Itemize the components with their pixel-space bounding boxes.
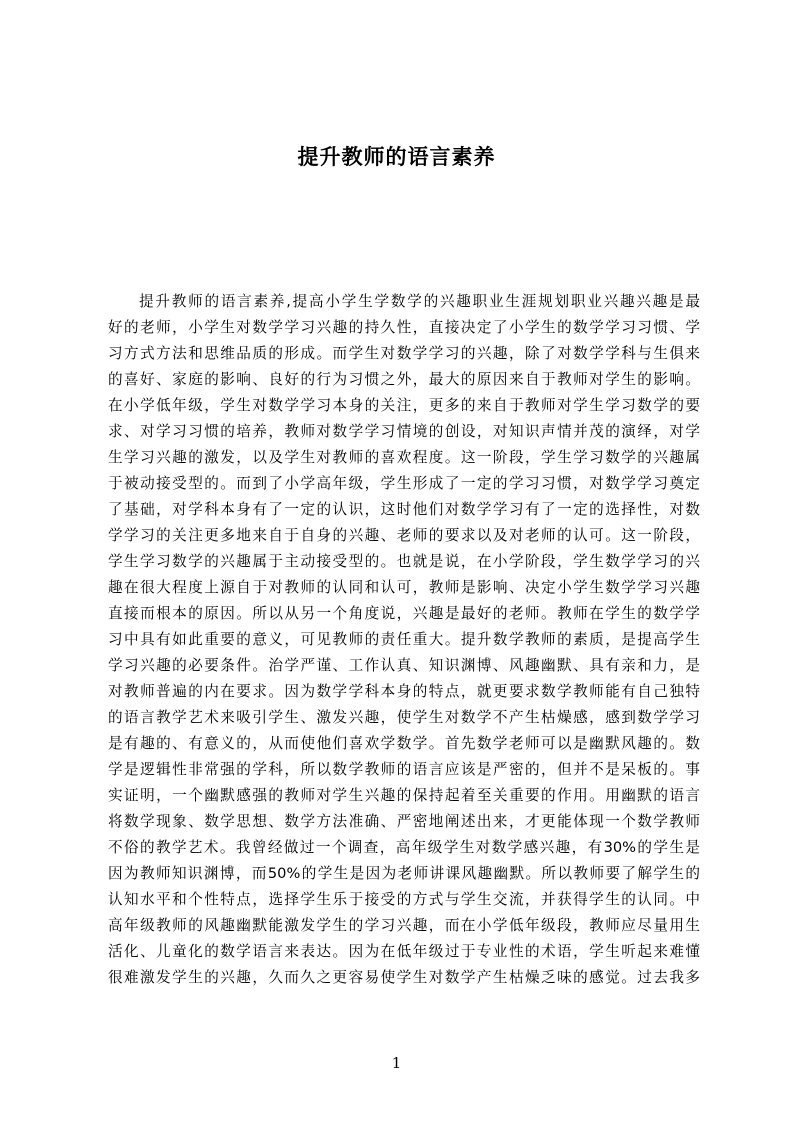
text-line: 在小学低年级，学生对数学学习本身的关注，更多的来自于教师对学生学习数学的要 (108, 397, 700, 414)
text-line: 对教师普遍的内在要求。因为数学学科本身的特点，就更要求数学教师能有自己独特 (108, 683, 700, 700)
text-line: 实证明，一个幽默感强的教师对学生兴趣的保持起着至关重要的作用。用幽默的语言 (108, 787, 700, 804)
text-line: 习方式方法和思维品质的形成。而学生对数学学习的兴趣，除了对数学学科与生俱来 (108, 345, 700, 362)
text-line: 学习兴趣的必要条件。治学严谨、工作认真、知识渊博、风趣幽默、具有亲和力，是 (108, 657, 700, 674)
text-line: 高年级教师的风趣幽默能激发学生的学习兴趣，而在小学低年级段，教师应尽量用生 (108, 917, 700, 934)
body-paragraph (108, 289, 700, 991)
text-line: 提升教师的语言素养,提高小学生学数学的兴趣职业生涯规划职业兴趣兴趣是最 (139, 293, 700, 310)
text-line: 学学习的关注更多地来自于自身的兴趣、老师的要求以及对老师的认可。这一阶段， (108, 527, 700, 544)
text-line: 了基础，对学科本身有了一定的认识，这时他们对数学学习有了一定的选择性，对数 (108, 501, 700, 518)
text-line: 学是逻辑性非常强的学科，所以数学教师的语言应该是严密的，但并不是呆板的。事 (108, 761, 700, 778)
text-line: 于被动接受型的。而到了小学高年级，学生形成了一定的学习习惯，对数学学习奠定 (108, 475, 700, 492)
text-line: 活化、儿童化的数学语言来表达。因为在低年级过于专业性的术语，学生听起来难懂 (108, 943, 700, 960)
text-line: 习中具有如此重要的意义，可见教师的责任重大。提升数学教师的素质，是提高学生 (108, 631, 700, 648)
text-line: 趣在很大程度上源自于对教师的认同和认可，教师是影响、决定小学生数学学习兴趣 (108, 579, 700, 596)
text-line: 直接而根本的原因。所以从另一个角度说，兴趣是最好的老师。教师在学生的数学学 (108, 605, 700, 622)
text-line: 很难激发学生的兴趣，久而久之更容易使学生对数学产生枯燥乏味的感觉。过去我多 (108, 969, 700, 986)
text-line: 生学习兴趣的激发，以及学生对教师的喜欢程度。这一阶段，学生学习数学的兴趣属 (108, 449, 700, 466)
text-line: 学生学习数学的兴趣属于主动接受型的。也就是说，在小学阶段，学生数学学习的兴 (108, 553, 700, 570)
text-line: 求、对学习习惯的培养，教师对数学学习情境的创设，对知识声情并茂的演绎，对学 (108, 423, 700, 440)
text-line: 好的老师，小学生对数学学习兴趣的持久性，直接决定了小学生的数学学习习惯、学 (108, 319, 700, 336)
page-number: 1 (391, 1054, 402, 1072)
text-line: 认知水平和个性特点，选择学生乐于接受的方式与学生交流，并获得学生的认同。中 (108, 891, 700, 908)
text-line: 将数学现象、数学思想、数学方法准确、严密地阐述出来，才更能体现一个数学教师 (108, 813, 700, 830)
text-line: 的喜好、家庭的影响、良好的行为习惯之外，最大的原因来自于教师对学生的影响。 (108, 371, 700, 388)
text-line: 的语言教学艺术来吸引学生、激发兴趣，使学生对数学不产生枯燥感，感到数学学习 (108, 709, 700, 726)
text-line: 不俗的教学艺术。我曾经做过一个调查，高年级学生对数学感兴趣，有30%的学生是 (108, 839, 700, 856)
document-title: 提升教师的语言素养 (297, 145, 496, 169)
text-line: 因为教师知识渊博，而50%的学生是因为老师讲课风趣幽默。所以教师要了解学生的 (108, 865, 700, 882)
text-line: 是有趣的、有意义的，从而使他们喜欢学数学。首先数学老师可以是幽默风趣的。数 (108, 735, 700, 752)
